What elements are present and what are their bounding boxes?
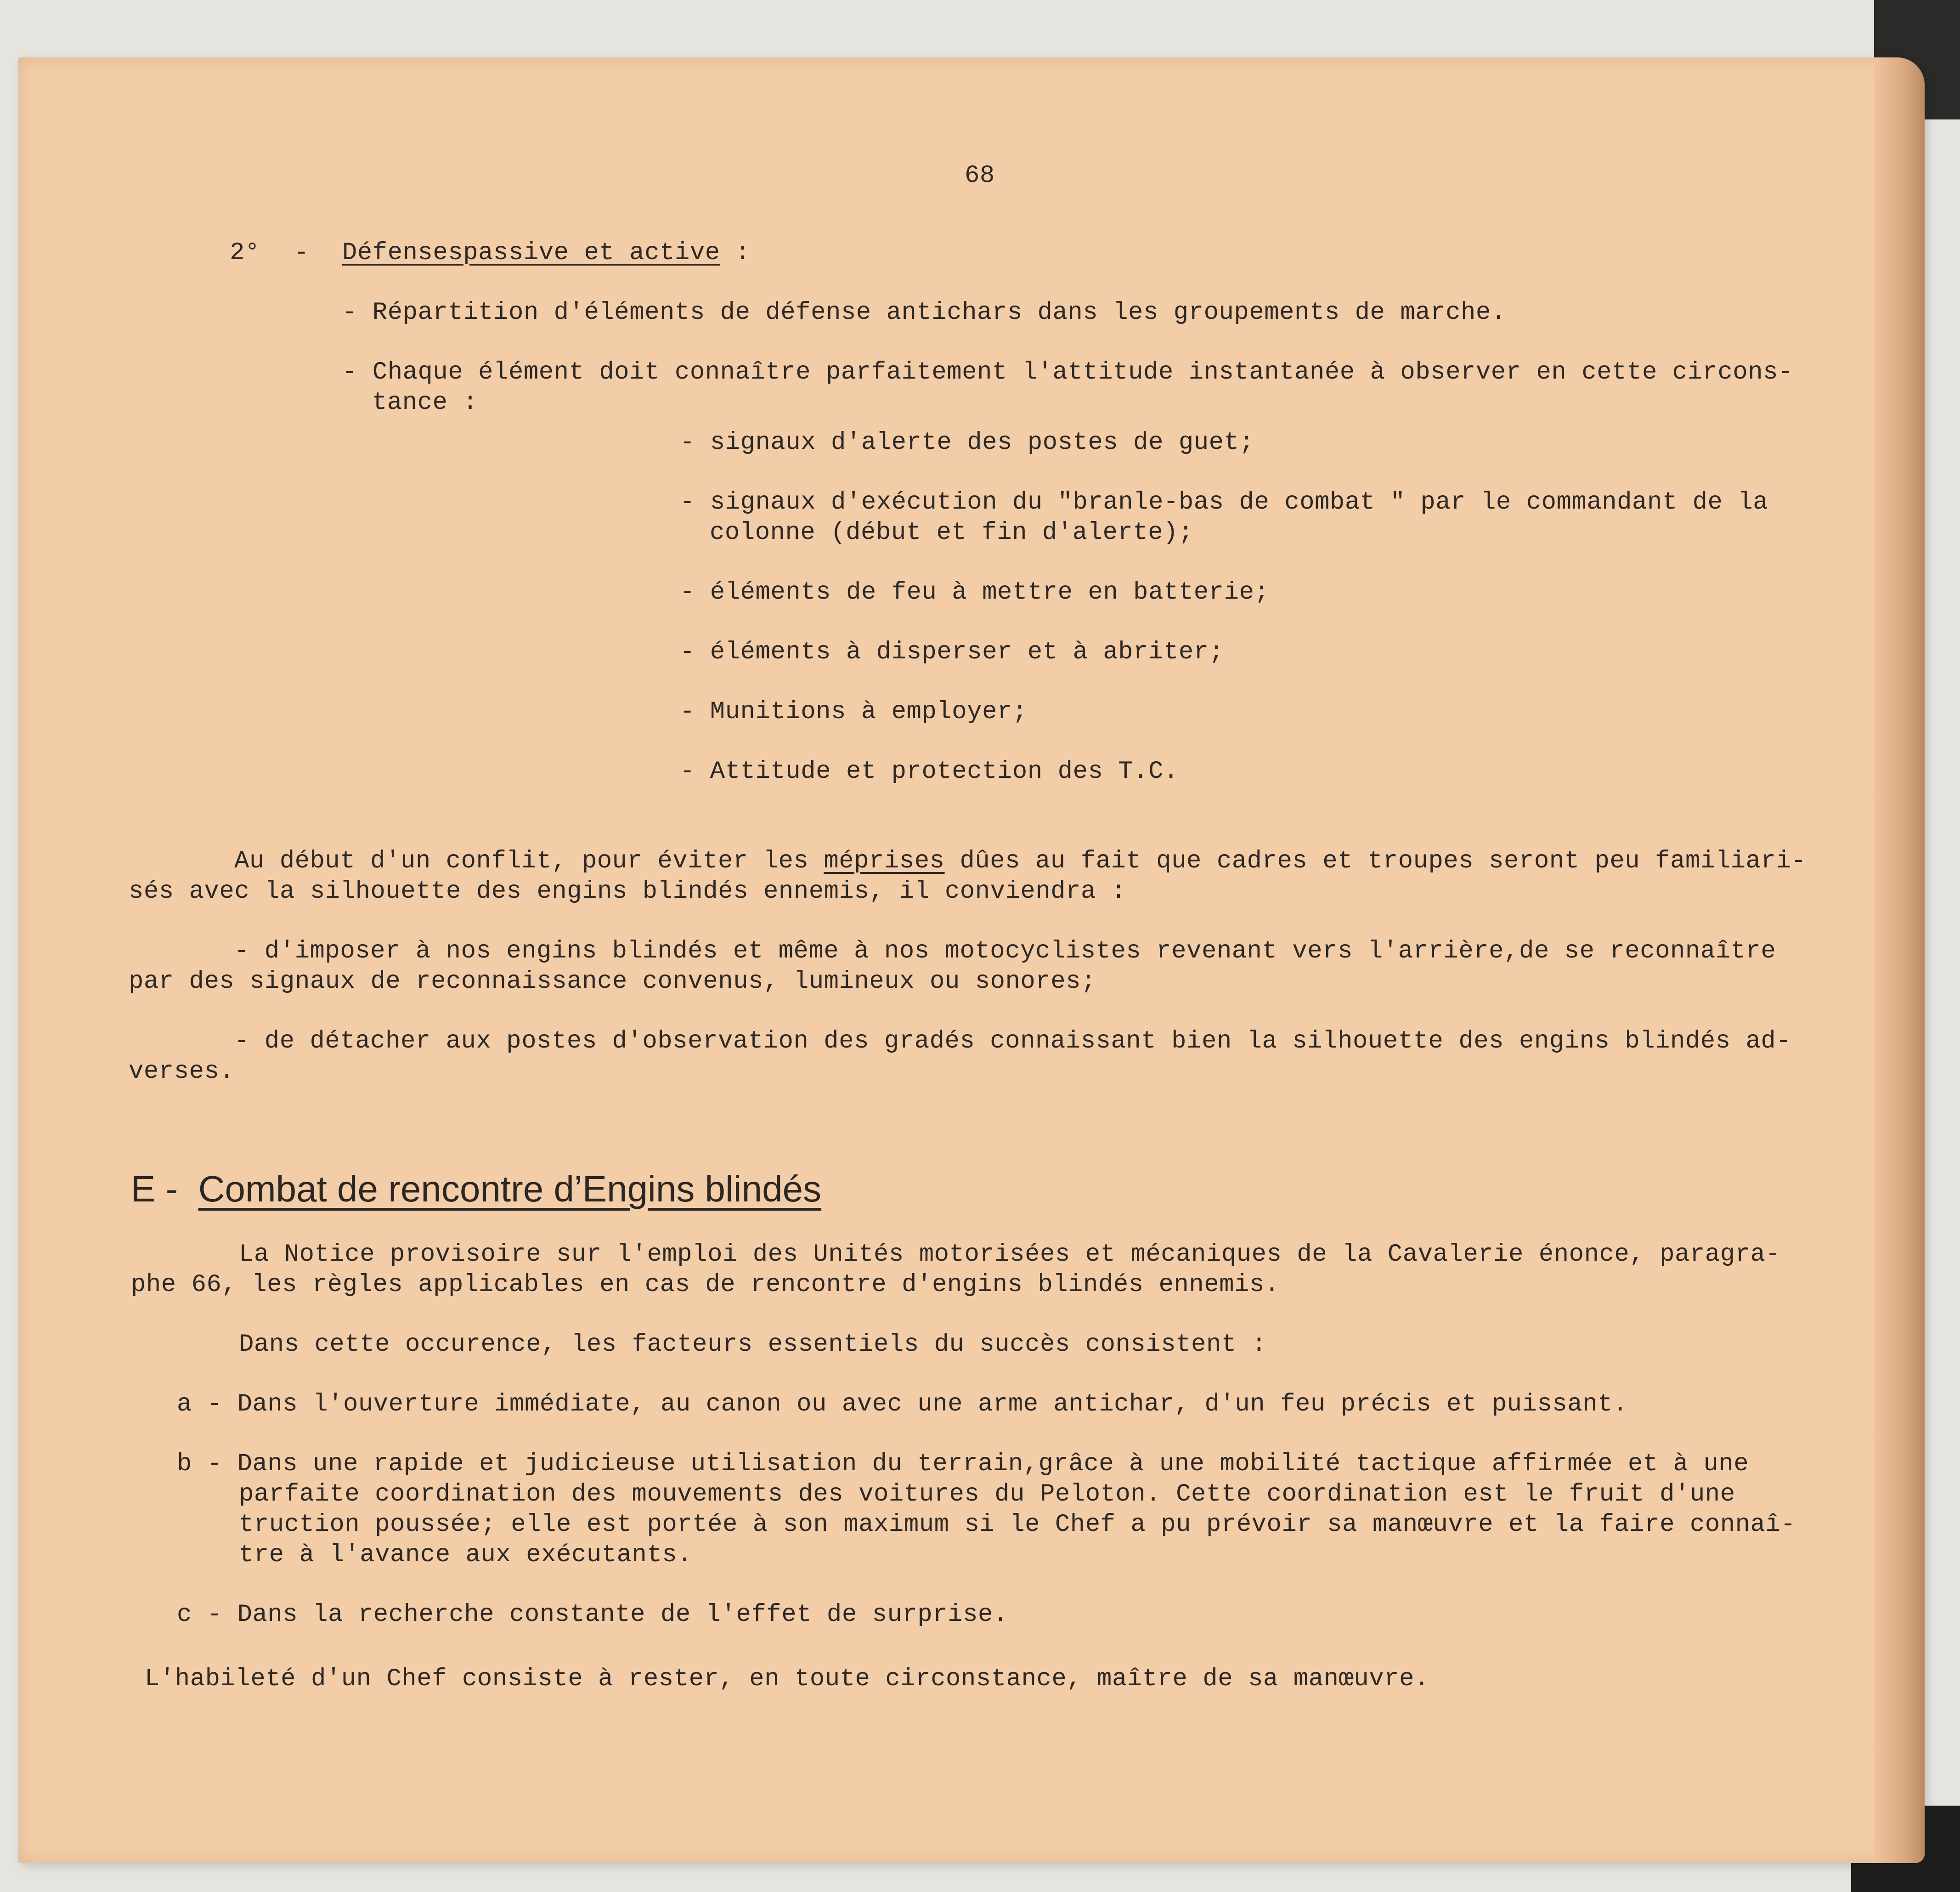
factor-b-line: parfaite coordination des mouvements des voitures du Peloton. Cette coordination est le fruit d'une (239, 1480, 1735, 1508)
factor-c: c - Dans la recherche constante de l'effet de surprise. (177, 1601, 1008, 1629)
alert-sub-item: colonne (début et fin d'alerte); (710, 519, 1193, 547)
factor-b-line: b - Dans une rapide et judicieuse utilisation du terrain,grâce à une mobilité tactique affirmée et à une (177, 1450, 1749, 1478)
conflict-bullet: - de détacher aux postes d'observation des gradés connaissant bien la silhouette des engins blindés ad- (234, 1027, 1791, 1055)
alert-sub-item: - signaux d'exécution du "branle-bas de combat " par le commandant de la (680, 488, 1768, 516)
conflict-bullet: par des signaux de reconnaissance convenus, lumineux ou sonores; (129, 968, 1096, 996)
section-2-dash: - (294, 239, 309, 267)
alert-sub-item: - Munitions à employer; (680, 698, 1028, 726)
conflict-bullet: - d'imposer à nos engins blindés et même à nos motocyclistes revenant vers l'arrière,de se reconnaître (234, 937, 1776, 965)
closing-sentence: L'habileté d'un Chef consiste à rester, en toute circonstance, maître de sa manœuvre. (145, 1665, 1429, 1693)
factor-b-line: truction poussée; elle est portée à son maximum si le Chef a pu prévoir sa manœuvre et la faire connaî- (239, 1511, 1796, 1539)
alert-sub-item: - signaux d'alerte des postes de guet; (680, 429, 1254, 457)
conflict-bullet: verses. (129, 1058, 235, 1086)
alert-sub-item: - éléments à disperser et à abriter; (680, 638, 1224, 666)
page-number: 68 (965, 162, 995, 190)
section-2-item: tance : (372, 389, 478, 417)
section-e-letter: E - (131, 1168, 178, 1209)
section-2-number: 2° (230, 239, 260, 267)
section-2-item: - Répartition d'éléments de défense antichars dans les groupements de marche. (342, 299, 1506, 327)
conflict-para-line: sés avec la silhouette des engins blindés ennemis, il conviendra : (129, 878, 1126, 906)
section-e-intro: La Notice provisoire sur l'emploi des Unités motorisées et mécaniques de la Cavalerie énonce, paragra- (239, 1241, 1781, 1269)
alert-sub-item: - Attitude et protection des T.C. (680, 758, 1179, 786)
conflict-text: dûes au fait que cadres et troupes seront peu familiari- (944, 847, 1807, 875)
factor-b-line: tre à l'avance aux exécutants. (239, 1541, 693, 1569)
section-e-heading (131, 1167, 821, 1211)
document-page (18, 57, 1925, 1863)
alert-sub-item: - éléments de feu à mettre en batterie; (680, 578, 1270, 606)
section-2-title-suffix: : (720, 239, 751, 267)
conflict-underlined-word: méprises (824, 847, 945, 875)
conflict-para-line (234, 846, 1806, 877)
section-2-heading (342, 238, 750, 268)
section-2-title: Défensespassive et active (342, 239, 720, 267)
factors-intro: Dans cette occurence, les facteurs essentiels du succès consistent : (239, 1331, 1267, 1359)
page-curl-edge (1874, 57, 1925, 1863)
factor-a: a - Dans l'ouverture immédiate, au canon ou avec une arme antichar, d'un feu précis et puissant. (177, 1390, 1628, 1418)
section-e-title: Combat de rencontre d’Engins blindés (198, 1168, 822, 1209)
section-e-intro: phe 66, les règles applicables en cas de rencontre d'engins blindés ennemis. (131, 1271, 1280, 1299)
conflict-text: Au début d'un conflit, pour éviter les (234, 847, 824, 875)
section-2-item: - Chaque élément doit connaître parfaitement l'attitude instantanée à observer en cette circons- (342, 358, 1793, 386)
